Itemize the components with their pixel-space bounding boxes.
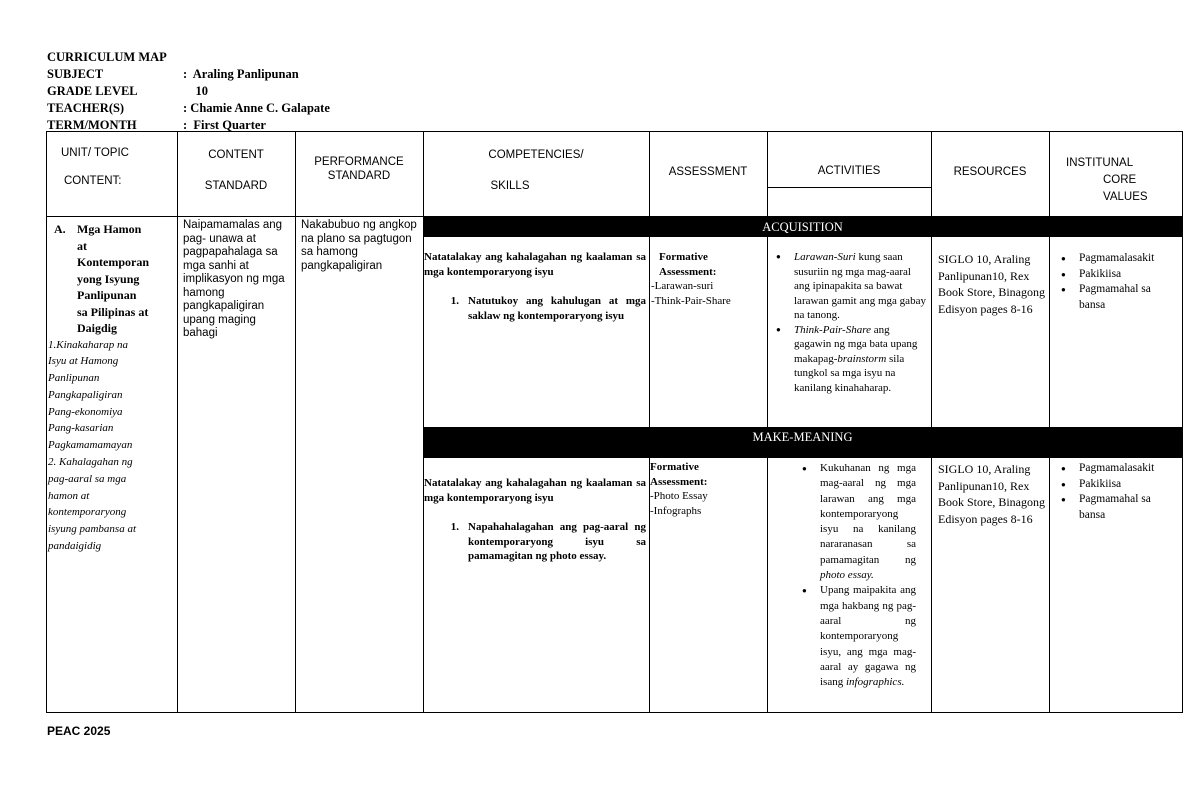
acquisition-competency-item-text: Natutukoy ang kahulugan at mga saklaw ng kontemporaryong isyu [468, 295, 646, 322]
acquisition-assessment [651, 250, 765, 308]
document-header [47, 49, 330, 134]
teacher-row [47, 100, 330, 117]
core-values-label-3: VALUES [1103, 191, 1148, 203]
subject-row [47, 66, 330, 83]
assessment-item: -Photo Essay [650, 490, 708, 502]
assessment-title: Assessment: [650, 475, 708, 488]
subtopic-line: Panlipunan [48, 372, 100, 385]
activity-item [802, 583, 916, 690]
assessment-title: Formative [659, 251, 708, 263]
make-meaning-assessment [650, 460, 764, 518]
content-label: CONTENT: [64, 175, 122, 187]
core-values-label-1: INSTITUNAL [1066, 157, 1134, 169]
term-label: TERM/MONTH [47, 118, 137, 132]
core-value-item: ● Pagmamalasakit [1061, 251, 1181, 267]
core-value-item: ● Pakikiisa [1061, 477, 1181, 493]
unit-title-line: sa Pilipinas at [77, 304, 149, 319]
subtopic-line: kontemporaryong [48, 506, 127, 519]
subtopic-line: hamon at [48, 489, 90, 502]
subject-value: : Araling Panlipunan [183, 67, 299, 81]
list-number: 1. [450, 521, 459, 533]
content-standard-label-1: CONTENT [208, 149, 264, 161]
activity-text: kung saan susuriin ng mga mag-aaral ang ipinapakita sa bawat larawan gamit ang mga gabay na tanong. [794, 251, 926, 321]
content-standard-cell: Naipamamalas ang pag- unawa at pagpapahalaga sa mga sanhi at implikasyon ng mga hamong pangkapaligiran upang maging bahagi [183, 219, 285, 339]
activities-subheader-divider [767, 187, 931, 188]
acquisition-competency-item [424, 294, 646, 323]
document-title: CURRICULUM MAP [47, 50, 167, 64]
curriculum-table [46, 131, 1183, 713]
unit-title [51, 221, 175, 337]
make-meaning-competency-item-text: Napahahalagahan ang pag-aaral ng kontemporaryong isyu sa pamamagitan ng photo essay. [468, 521, 646, 562]
unit-title-line: Kontemporan [77, 255, 149, 269]
resources-header: RESOURCES [953, 166, 1027, 178]
unit-topic-cell [48, 221, 175, 555]
unit-topic-label: UNIT/ TOPIC [61, 147, 129, 159]
acquisition-bar: ACQUISITION [423, 217, 1182, 237]
list-number: 1. [450, 295, 459, 307]
core-value-item: ● Pakikiisa [1061, 267, 1181, 283]
core-values-header [1049, 155, 1200, 206]
performance-standard-header: PERFORMANCE STANDARD [314, 156, 404, 182]
performance-standard-cell: Nakabubuo ng angkop na plano sa pagtugon sa hamong pangkapaligiran [301, 219, 417, 272]
activity-text: Upang maipakita ang mga hakbang ng pag-aaral ng kontemporaryong isyu, ang mga mag-aaral ay gagawa ng isang [820, 584, 916, 689]
activity-emphasis: infographics. [845, 676, 905, 689]
subtopic-line: Pang-ekonomiya [48, 405, 123, 418]
activity-emphasis: Think-Pair-Share [794, 323, 871, 336]
make-meaning-competency [424, 476, 646, 564]
make-meaning-bar: MAKE-MEANING [423, 427, 1182, 458]
subtopic-line: 2. Kahalagahan ng [48, 456, 133, 469]
content-standard-header [177, 148, 295, 193]
acquisition-resources: SIGLO 10, Araling Panlipunan10, Rex Book Store, Binagong Edisyon pages 8-16 [938, 252, 1045, 316]
activity-emphasis: photo essay. [820, 569, 874, 582]
teacher-label: TEACHER(S) [47, 101, 125, 115]
core-value-item: ● Pagmamahal sa bansa [1061, 492, 1157, 523]
content-standard-label-2: STANDARD [204, 180, 268, 192]
assessment-title: Formative [650, 461, 699, 473]
activity-emphasis: Larawan-Suri [794, 251, 856, 263]
activity-item [776, 323, 928, 396]
assessment-item: -Infographs [650, 504, 702, 517]
grade-level-label: GRADE LEVEL [47, 84, 138, 98]
grade-level-row [47, 83, 330, 100]
term-value: : First Quarter [183, 118, 266, 132]
grade-level-value: 10 [183, 84, 208, 98]
subtopic-line: pandaigidig [48, 540, 102, 553]
acquisition-competency-main: Natatalakay ang kahalagahan ng kaalaman sa mga kontemporaryong isyu [424, 251, 646, 278]
competencies-label-1: COMPETENCIES/ [488, 149, 584, 161]
unit-title-line: at [77, 238, 87, 253]
competencies-label-2: SKILLS [490, 180, 530, 192]
make-meaning-resources: SIGLO 10, Araling Panlipunan10, Rex Book Store, Binagong Edisyon pages 8-16 [938, 462, 1045, 526]
acquisition-activities [776, 250, 928, 395]
unit-marker: A. [54, 222, 66, 236]
assessment-title: Assessment: [659, 265, 717, 278]
assessment-header: ASSESSMENT [668, 166, 748, 178]
unit-title-line: Daigdig [77, 321, 118, 335]
activities-header: ACTIVITIES [817, 165, 881, 177]
make-meaning-competency-main: Natatalakay ang kahalagahan ng kaalaman sa mga kontemporaryong isyu [424, 477, 646, 504]
unit-topic-header [47, 146, 171, 188]
unit-title-line: yong Isyung [77, 271, 140, 286]
unit-subtopics [48, 337, 175, 555]
activity-item [802, 461, 916, 583]
subtopic-line: 1.Kinakaharap na [48, 338, 129, 351]
acquisition-core-values [1061, 251, 1181, 313]
subject-label: SUBJECT [47, 67, 104, 81]
unit-title-line: Mga Hamon [77, 222, 142, 236]
footer-label: PEAC 2025 [47, 724, 111, 738]
make-meaning-activities [802, 461, 916, 690]
subtopic-line: Isyu at Hamong [48, 355, 119, 368]
teacher-value: : Chamie Anne C. Galapate [183, 101, 330, 115]
activity-item [776, 250, 928, 323]
subtopic-line: Pang-kasarian [48, 422, 114, 435]
core-values-label-2: CORE [1103, 174, 1137, 186]
activity-text: ang gagawin ng mga bata upang makapag- [794, 323, 918, 365]
assessment-item: -Larawan-suri [651, 280, 714, 292]
subtopic-line: pag-aaral sa mga [48, 472, 127, 485]
column-divider [295, 132, 296, 712]
subtopic-line: isyung pambansa at [48, 523, 136, 536]
unit-title-line: Panlipunan [77, 288, 137, 302]
subtopic-line: Pangkapaligiran [48, 388, 123, 401]
column-divider [177, 132, 178, 712]
competencies-header [423, 148, 649, 193]
activity-text: Kukuhanan ng mga mag-aaral ng mga larawan ang mga kontemporaryong isyu na kanilang nararanasan sa pamamagitan ng [820, 462, 916, 566]
activity-text: sila tungkol sa mga isyu na kanilang kinahaharap. [794, 352, 905, 394]
make-meaning-competency-item [424, 520, 646, 564]
acquisition-competency [424, 250, 646, 323]
activity-emphasis: brainstorm [837, 352, 887, 365]
assessment-item: -Think-Pair-Share [651, 294, 731, 307]
make-meaning-core-values [1061, 461, 1181, 523]
subtopic-line: Pagkamamamayan [48, 439, 133, 452]
core-value-item: ● Pagmamahal sa bansa [1061, 282, 1157, 313]
core-value-item: ● Pagmamalasakit [1061, 461, 1181, 477]
